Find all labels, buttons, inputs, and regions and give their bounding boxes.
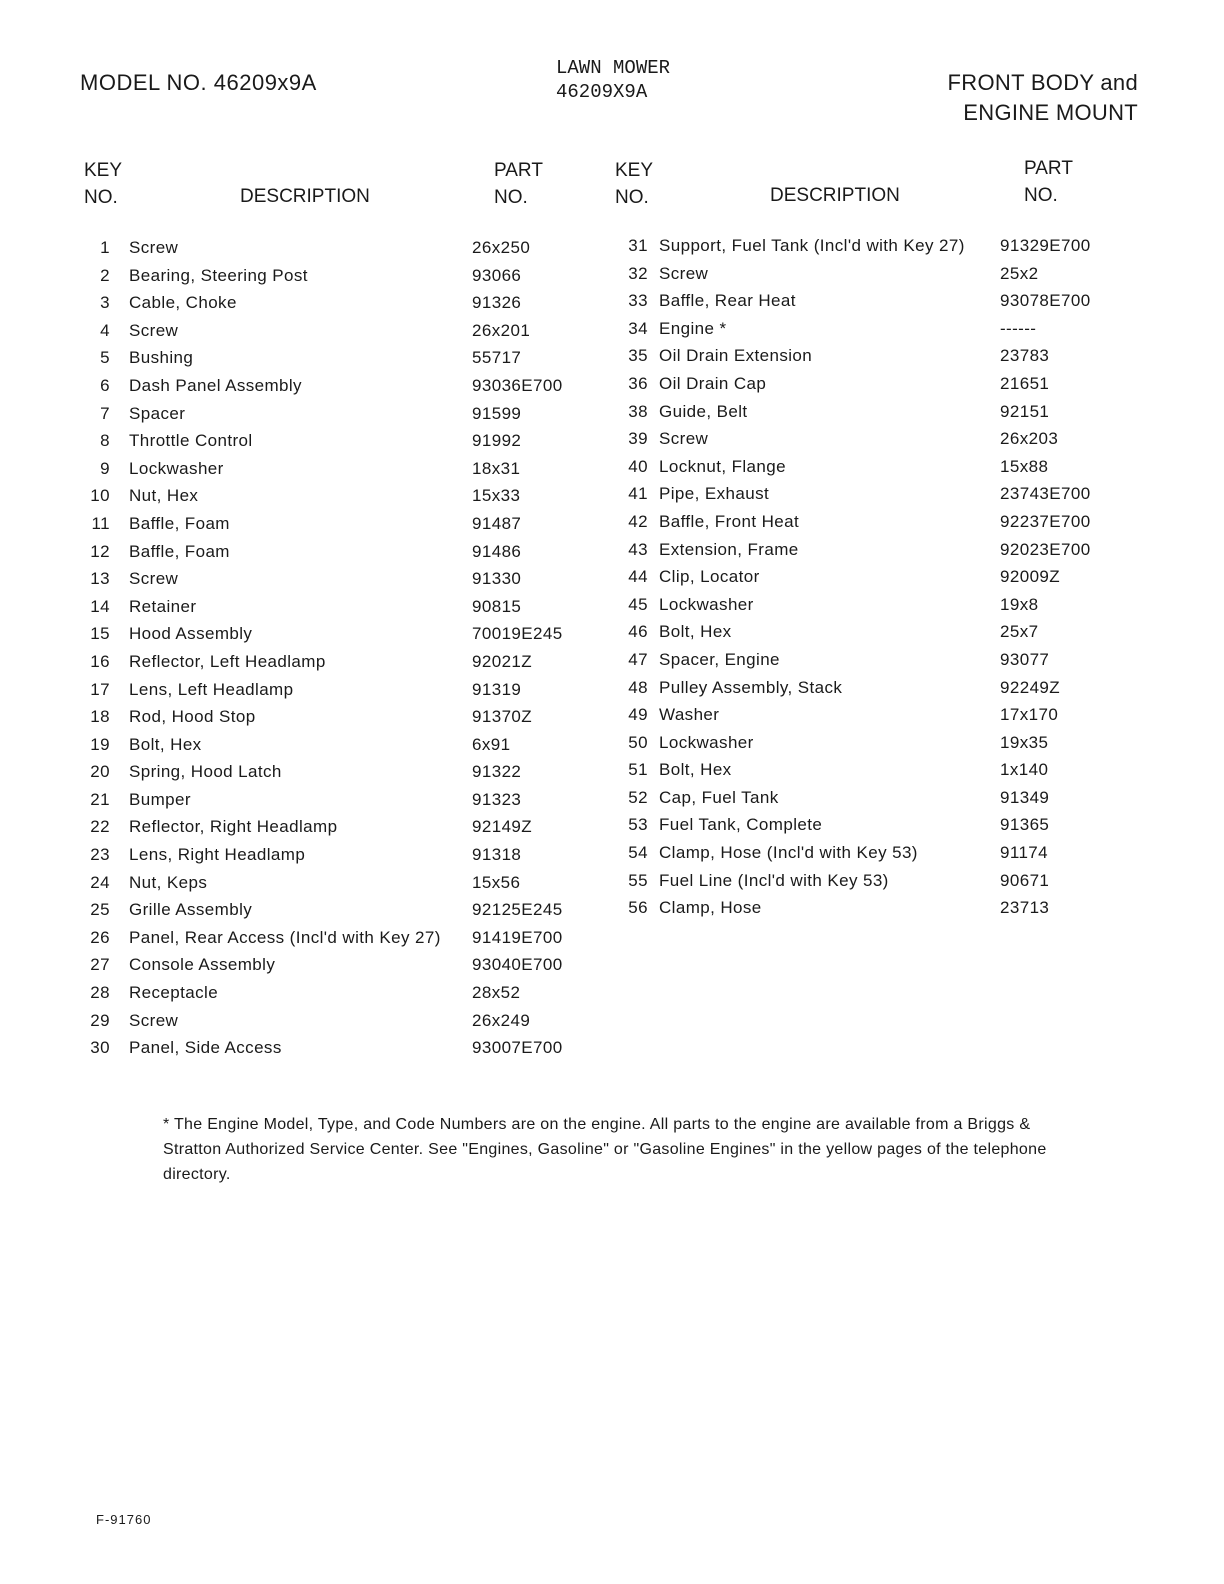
key-number: 16 — [90, 651, 110, 671]
key-number: 3 — [100, 293, 110, 313]
part-description: Fuel Line (Incl'd with Key 53) — [659, 870, 889, 890]
part-description: Nut, Hex — [129, 486, 199, 506]
key-number: 14 — [90, 596, 110, 616]
parts-row — [84, 597, 614, 625]
parts-row — [84, 542, 614, 570]
part-number: 91322 — [472, 762, 522, 782]
key-number: 52 — [628, 787, 648, 807]
key-number: 34 — [628, 318, 648, 338]
key-number: 43 — [628, 539, 648, 559]
parts-row — [614, 540, 1134, 568]
engine-footnote: * The Engine Model, Type, and Code Numbers are on the engine. All parts to the engine are available from a Briggs & Stratton Authorized Service Center. See "Engines, Gasoline" or "Gasoline Engines" in the yellow pages of the telephone directory. — [163, 1116, 1047, 1183]
right-description-header: DESCRIPTION — [770, 185, 900, 206]
part-description: Extension, Frame — [659, 539, 799, 559]
parts-row — [614, 871, 1134, 899]
part-number: 15x33 — [472, 486, 521, 506]
parts-row — [84, 707, 614, 735]
part-header-line-1: PART — [494, 160, 543, 181]
part-number: 92149Z — [472, 817, 533, 837]
part-description: Console Assembly — [129, 955, 276, 975]
key-number: 19 — [90, 734, 110, 754]
part-number: 92249Z — [1000, 677, 1061, 697]
part-number: 91370Z — [472, 707, 533, 727]
part-header-line-2: NO. — [494, 187, 528, 208]
part-description: Baffle, Foam — [129, 541, 230, 561]
part-description: Spacer — [129, 403, 186, 423]
key-number: 45 — [628, 594, 648, 614]
key-number: 7 — [100, 403, 110, 423]
key-number: 53 — [628, 815, 648, 835]
part-description: Clip, Locator — [659, 567, 760, 587]
part-description: Nut, Keps — [129, 872, 208, 892]
part-number: 18x31 — [472, 458, 521, 478]
part-number: 17x170 — [1000, 705, 1059, 725]
parts-row — [84, 955, 614, 983]
parts-row — [614, 291, 1134, 319]
part-number: 26x249 — [472, 1010, 531, 1030]
parts-row — [614, 678, 1134, 706]
parts-row — [84, 1038, 614, 1066]
parts-row — [614, 429, 1134, 457]
parts-row — [614, 650, 1134, 678]
part-number: 91326 — [472, 293, 522, 313]
product-line-2: 46209X9A — [556, 81, 648, 103]
part-header-line-2: NO. — [1024, 185, 1058, 206]
part-number: 90815 — [472, 596, 522, 616]
parts-row — [614, 346, 1134, 374]
parts-row — [614, 815, 1134, 843]
part-description: Washer — [659, 705, 720, 725]
part-description: Reflector, Right Headlamp — [129, 817, 338, 837]
part-description: Rod, Hood Stop — [129, 707, 256, 727]
key-number: 18 — [90, 707, 110, 727]
key-header-line-1: KEY — [615, 160, 654, 181]
part-description: Pulley Assembly, Stack — [659, 677, 843, 697]
key-number: 4 — [100, 320, 110, 340]
part-number: 15x88 — [1000, 456, 1049, 476]
part-description: Panel, Rear Access (Incl'd with Key 27) — [129, 927, 441, 947]
part-description: Lens, Right Headlamp — [129, 845, 306, 865]
part-description: Baffle, Rear Heat — [659, 291, 796, 311]
section-line-2: ENGINE MOUNT — [963, 100, 1138, 125]
part-number: 23783 — [1000, 346, 1050, 366]
parts-row — [84, 652, 614, 680]
key-header-line-1: KEY — [84, 160, 123, 181]
part-description: Screw — [659, 429, 709, 449]
parts-row — [614, 457, 1134, 485]
part-description: Reflector, Left Headlamp — [129, 651, 326, 671]
part-number: 93040E700 — [472, 955, 563, 975]
parts-row — [84, 762, 614, 790]
parts-row — [84, 845, 614, 873]
part-description: Bolt, Hex — [659, 760, 732, 780]
part-description: Dash Panel Assembly — [129, 375, 302, 395]
part-number: 92009Z — [1000, 567, 1061, 587]
key-number: 44 — [628, 567, 648, 587]
key-number: 27 — [90, 955, 110, 975]
parts-row — [84, 790, 614, 818]
part-number: 93007E700 — [472, 1038, 563, 1058]
part-number: 26x201 — [472, 320, 531, 340]
key-number: 20 — [90, 762, 110, 782]
key-number: 26 — [90, 927, 110, 947]
part-description: Bushing — [129, 348, 194, 368]
part-description: Spring, Hood Latch — [129, 762, 282, 782]
product-line-1: LAWN MOWER — [556, 57, 671, 79]
key-number: 51 — [628, 760, 648, 780]
part-description: Engine * — [659, 318, 727, 338]
parts-row — [614, 374, 1134, 402]
part-description: Support, Fuel Tank (Incl'd with Key 27) — [659, 236, 965, 255]
part-number: 55717 — [472, 348, 522, 368]
key-number: 1 — [100, 238, 110, 257]
model-number: MODEL NO. 46209x9A — [80, 70, 317, 95]
key-number: 31 — [628, 236, 648, 255]
part-description: Guide, Belt — [659, 401, 748, 421]
part-number: 26x250 — [472, 238, 531, 257]
key-number: 6 — [100, 375, 110, 395]
parts-row — [84, 321, 614, 349]
part-number: 1x140 — [1000, 760, 1049, 780]
parts-row — [84, 459, 614, 487]
right-key-no-header — [615, 157, 653, 211]
key-number: 33 — [628, 291, 648, 311]
key-number: 50 — [628, 732, 648, 752]
parts-row — [84, 624, 614, 652]
key-number: 24 — [90, 872, 110, 892]
part-number: 90671 — [1000, 870, 1050, 890]
part-description: Receptacle — [129, 983, 219, 1003]
part-number: 92125E245 — [472, 900, 563, 920]
key-number: 39 — [628, 429, 648, 449]
parts-row — [614, 733, 1134, 761]
parts-row — [614, 512, 1134, 540]
parts-row — [614, 705, 1134, 733]
part-description: Screw — [129, 238, 179, 257]
part-number: 93036E700 — [472, 375, 563, 395]
key-number: 54 — [628, 843, 648, 863]
key-number: 35 — [628, 346, 648, 366]
key-number: 30 — [90, 1038, 110, 1058]
part-description: Grille Assembly — [129, 900, 253, 920]
part-number: 91487 — [472, 513, 522, 533]
parts-row — [84, 1011, 614, 1039]
key-number: 46 — [628, 622, 648, 642]
section-line-1: FRONT BODY and — [947, 70, 1138, 95]
right-parts-list — [614, 236, 1134, 926]
part-number: 15x56 — [472, 872, 521, 892]
part-description: Oil Drain Cap — [659, 373, 767, 393]
part-number: 23743E700 — [1000, 484, 1091, 504]
parts-row — [84, 900, 614, 928]
parts-row — [84, 983, 614, 1011]
parts-row — [614, 402, 1134, 430]
part-number: 91992 — [472, 431, 522, 451]
key-header-line-2: NO. — [84, 187, 118, 208]
key-number: 13 — [90, 569, 110, 589]
key-number: 42 — [628, 511, 648, 531]
part-description: Lockwasher — [129, 458, 224, 478]
parts-row — [84, 348, 614, 376]
part-number: 91323 — [472, 789, 522, 809]
part-description: Baffle, Front Heat — [659, 511, 800, 531]
part-number: ------ — [1000, 318, 1037, 338]
parts-row — [614, 567, 1134, 595]
part-number: 21651 — [1000, 373, 1050, 393]
parts-row — [84, 569, 614, 597]
key-number: 5 — [100, 348, 110, 368]
key-number: 38 — [628, 401, 648, 421]
left-description-header: DESCRIPTION — [240, 186, 370, 207]
key-number: 15 — [90, 624, 110, 644]
parts-row — [614, 898, 1134, 926]
part-number: 93077 — [1000, 649, 1050, 669]
left-key-no-header — [84, 157, 122, 211]
parts-row — [84, 873, 614, 901]
part-description: Screw — [659, 263, 709, 283]
parts-row — [614, 843, 1134, 871]
part-description: Oil Drain Extension — [659, 346, 813, 366]
part-number: 91365 — [1000, 815, 1050, 835]
part-number: 91486 — [472, 541, 522, 561]
part-number: 91318 — [472, 845, 522, 865]
part-number: 92237E700 — [1000, 511, 1091, 531]
part-number: 23713 — [1000, 898, 1050, 918]
part-number: 91330 — [472, 569, 522, 589]
part-description: Bumper — [129, 789, 191, 809]
left-part-no-header — [494, 157, 543, 211]
key-number: 21 — [90, 789, 110, 809]
part-description: Screw — [129, 320, 179, 340]
key-number: 36 — [628, 373, 648, 393]
key-number: 28 — [90, 983, 110, 1003]
part-description: Bolt, Hex — [659, 622, 732, 642]
part-number: 91419E700 — [472, 927, 563, 947]
part-number: 25x2 — [1000, 263, 1039, 283]
key-number: 40 — [628, 456, 648, 476]
parts-row — [614, 236, 1134, 264]
parts-row — [614, 319, 1134, 347]
parts-row — [84, 293, 614, 321]
parts-row — [84, 404, 614, 432]
parts-row — [614, 622, 1134, 650]
part-number: 19x8 — [1000, 594, 1039, 614]
part-description: Lens, Left Headlamp — [129, 679, 294, 699]
part-description: Throttle Control — [129, 431, 253, 451]
parts-row — [84, 486, 614, 514]
part-number: 91349 — [1000, 787, 1050, 807]
part-description: Clamp, Hose (Incl'd with Key 53) — [659, 843, 918, 863]
part-description: Retainer — [129, 596, 197, 616]
key-number: 12 — [90, 541, 110, 561]
parts-row — [84, 514, 614, 542]
parts-row — [84, 266, 614, 294]
part-description: Cable, Choke — [129, 293, 237, 313]
key-number: 22 — [90, 817, 110, 837]
parts-row — [614, 595, 1134, 623]
part-description: Lockwasher — [659, 732, 754, 752]
part-description: Fuel Tank, Complete — [659, 815, 823, 835]
part-description: Lockwasher — [659, 594, 754, 614]
parts-row — [84, 680, 614, 708]
part-number: 92151 — [1000, 401, 1050, 421]
key-number: 55 — [628, 870, 648, 890]
part-number: 91319 — [472, 679, 522, 699]
right-part-no-header — [1024, 155, 1073, 209]
key-number: 29 — [90, 1010, 110, 1030]
parts-row — [614, 484, 1134, 512]
part-number: 28x52 — [472, 983, 521, 1003]
parts-row — [84, 928, 614, 956]
part-description: Locknut, Flange — [659, 456, 786, 476]
part-number: 70019E245 — [472, 624, 563, 644]
parts-row — [84, 817, 614, 845]
part-description: Baffle, Foam — [129, 513, 230, 533]
key-number: 17 — [90, 679, 110, 699]
part-description: Cap, Fuel Tank — [659, 787, 779, 807]
part-description: Bearing, Steering Post — [129, 265, 308, 285]
part-description: Clamp, Hose — [659, 898, 762, 918]
section-title — [948, 68, 1138, 128]
key-number: 49 — [628, 705, 648, 725]
part-number: 92023E700 — [1000, 539, 1091, 559]
key-number: 2 — [100, 265, 110, 285]
parts-row — [84, 431, 614, 459]
parts-row — [614, 264, 1134, 292]
key-number: 8 — [100, 431, 110, 451]
parts-row — [84, 735, 614, 763]
key-number: 9 — [100, 458, 110, 478]
part-description: Bolt, Hex — [129, 734, 202, 754]
part-number: 26x203 — [1000, 429, 1059, 449]
parts-row — [614, 760, 1134, 788]
parts-row — [84, 376, 614, 404]
product-title — [556, 56, 670, 104]
part-number: 19x35 — [1000, 732, 1049, 752]
key-number: 10 — [90, 486, 110, 506]
parts-row — [84, 238, 614, 266]
form-number: F-91760 — [96, 1512, 152, 1527]
key-number: 11 — [91, 513, 110, 533]
part-number: 25x7 — [1000, 622, 1039, 642]
part-description: Panel, Side Access — [129, 1038, 282, 1058]
part-description: Hood Assembly — [129, 624, 253, 644]
key-number: 25 — [90, 900, 110, 920]
left-parts-list — [84, 238, 614, 1066]
part-number: 91174 — [1000, 843, 1049, 863]
part-number: 91329E700 — [1000, 236, 1091, 255]
key-number: 47 — [628, 649, 648, 669]
part-number: 6x91 — [472, 734, 511, 754]
key-number: 32 — [628, 263, 648, 283]
part-description: Pipe, Exhaust — [659, 484, 770, 504]
part-description: Screw — [129, 569, 179, 589]
part-number: 92021Z — [472, 651, 533, 671]
key-number: 56 — [628, 898, 648, 918]
key-number: 41 — [628, 484, 648, 504]
part-description: Screw — [129, 1010, 179, 1030]
part-number: 93078E700 — [1000, 291, 1091, 311]
part-header-line-1: PART — [1024, 158, 1073, 179]
part-description: Spacer, Engine — [659, 649, 780, 669]
part-number: 93066 — [472, 265, 522, 285]
key-header-line-2: NO. — [615, 187, 649, 208]
key-number: 48 — [628, 677, 648, 697]
part-number: 91599 — [472, 403, 522, 423]
parts-row — [614, 788, 1134, 816]
key-number: 23 — [90, 845, 110, 865]
